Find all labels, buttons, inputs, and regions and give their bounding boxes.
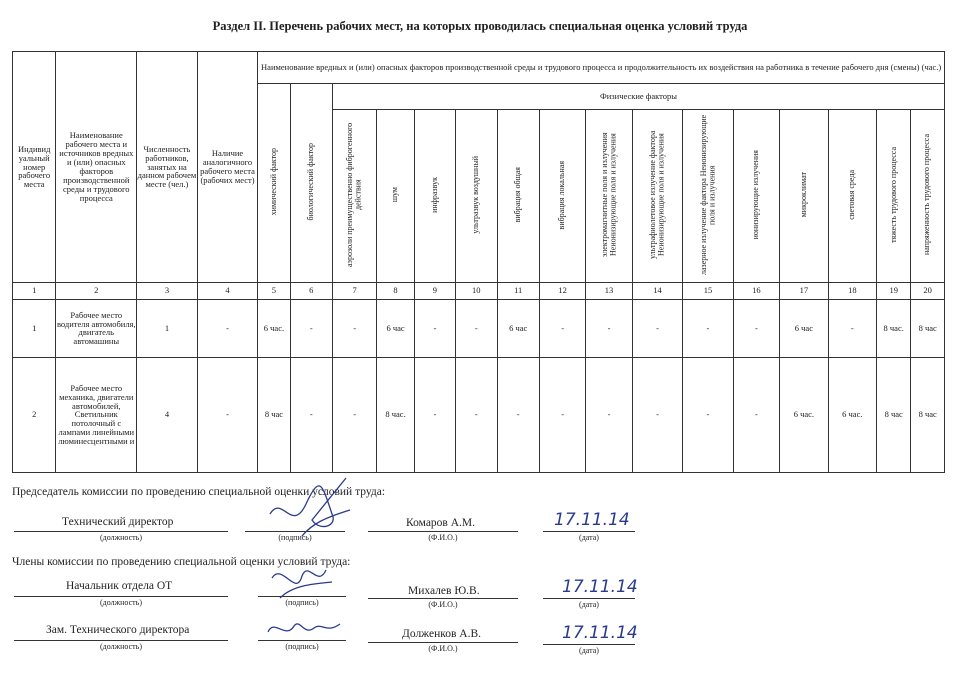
- header-analog-workplaces: Наличие аналогичного рабочего места (рабочих мест): [197, 52, 258, 283]
- cell-value: 6 час: [377, 299, 414, 357]
- cell-worker-count: 1: [137, 299, 198, 357]
- workplace-table: [12, 51, 945, 473]
- header-f10-label: ультразвук воздушный: [471, 156, 481, 234]
- member2-position: Зам. Технического директора: [46, 624, 190, 636]
- header-f7-label: аэрозоли преимущественно фиброгенного действия: [345, 122, 363, 268]
- header-f13: [586, 110, 632, 283]
- cell-analog: -: [197, 299, 258, 357]
- date-caption: (дата): [579, 533, 599, 542]
- header-f9-label: инфразвук: [429, 177, 439, 213]
- col-number: 4: [197, 282, 258, 299]
- signature-line: [245, 531, 345, 532]
- header-chemical: [258, 84, 290, 283]
- header-factors: Наименование вредных и (или) опасных факторов производственной среды и трудового процесса и продолжительность их воздействия на работника в течение рабочего дня (смены) (час.): [258, 52, 945, 84]
- cell-value: -: [414, 299, 455, 357]
- col-number: 14: [632, 282, 682, 299]
- position-line: [14, 596, 228, 597]
- position-line: [14, 640, 228, 641]
- member2-name: Долженков А.В.: [402, 628, 482, 640]
- header-f19: [877, 110, 911, 283]
- signature-1: [262, 474, 362, 544]
- header-f16-label: ионизирующие излучения: [751, 150, 761, 240]
- cell-value: -: [290, 299, 332, 357]
- member2-date: [560, 620, 638, 649]
- header-f11-label: вибрация общая: [513, 167, 522, 223]
- cell-value: 6 час.: [828, 357, 876, 472]
- date-line: [543, 644, 635, 645]
- position-line: [14, 531, 228, 532]
- cell-value: 8 час: [911, 357, 945, 472]
- header-f20-label: напряженность трудового процесса: [922, 134, 932, 256]
- signature-line: [258, 596, 346, 597]
- cell-value: 8 час: [911, 299, 945, 357]
- cell-value: -: [586, 357, 632, 472]
- header-f9: [414, 110, 455, 283]
- header-f13-label: электромагнитные поля и излучения Неионизирующие поля и излучения: [599, 132, 618, 258]
- signature-2: [262, 558, 342, 606]
- header-f8-label: шум: [390, 187, 400, 203]
- header-f19-label: тяжесть трудового процесса: [888, 147, 898, 243]
- col-number: 3: [137, 282, 198, 299]
- cell-value: -: [539, 299, 585, 357]
- cell-value: -: [456, 299, 497, 357]
- date-caption: (дата): [579, 600, 599, 609]
- cell-value: -: [632, 357, 682, 472]
- signature-3: [264, 614, 344, 644]
- col-number: 20: [911, 282, 945, 299]
- fio-caption: (Ф.И.О.): [428, 600, 458, 609]
- col-number: 19: [877, 282, 911, 299]
- cell-value: 6 час.: [258, 299, 290, 357]
- signature-caption: (подпись): [285, 598, 319, 607]
- signature-caption: (подпись): [285, 642, 319, 651]
- member1-position: Начальник отдела ОТ: [66, 580, 173, 592]
- column-number-row: [13, 282, 945, 299]
- header-workplace-name: Наименование рабочего места и источников вредных и (или) опасных факторов производственной среды и трудового процесса: [56, 52, 137, 283]
- chair-heading: Председатель комиссии по проведению специальной оценки условий труда:: [12, 486, 386, 498]
- cell-analog: -: [197, 357, 258, 472]
- cell-number: 1: [13, 299, 56, 357]
- cell-value: -: [497, 357, 539, 472]
- header-chemical-label: химический фактор: [268, 148, 278, 216]
- col-number: 1: [13, 282, 56, 299]
- cell-value: -: [683, 357, 733, 472]
- cell-value: -: [290, 357, 332, 472]
- chair-name: Комаров А.М.: [406, 517, 476, 529]
- table-row: [13, 357, 945, 472]
- chair-date: [552, 507, 630, 536]
- cell-value: -: [733, 357, 779, 472]
- svg-text:17.11.14: 17.11.14: [554, 510, 630, 530]
- header-f14-label: ультрафиолетовое излучение фактора Неионизирующие поля и излучения: [648, 130, 666, 260]
- fio-line: [368, 642, 518, 643]
- header-worker-count: Численность работников, занятых на данном рабочем месте (чел.): [137, 52, 198, 283]
- cell-value: -: [733, 299, 779, 357]
- header-f11: [497, 110, 539, 283]
- signature-caption: (подпись): [278, 533, 312, 542]
- col-number: 15: [683, 282, 733, 299]
- header-f18: [828, 110, 876, 283]
- header-f15-label: лазерное излучение фактора Неионизирующие поля и излучения: [698, 114, 716, 276]
- header-f17: [780, 110, 828, 283]
- position-caption: (должность): [100, 598, 142, 607]
- header-f15: [683, 110, 733, 283]
- position-caption: (должность): [100, 533, 142, 542]
- fio-caption: (Ф.И.О.): [428, 644, 458, 653]
- member1-date: [560, 574, 638, 603]
- cell-value: 8 час: [877, 357, 911, 472]
- cell-workplace-name: Рабочее место механика, двигатели автомобилей, Светильник потолочный с лампами линейными люминесцентными и: [56, 357, 137, 472]
- cell-value: -: [539, 357, 585, 472]
- cell-value: -: [456, 357, 497, 472]
- col-number: 2: [56, 282, 137, 299]
- cell-workplace-name: Рабочее место водителя автомобиля, двигатель автомашины: [56, 299, 137, 357]
- members-heading: Члены комиссии по проведению специальной оценки условий труда:: [12, 556, 351, 568]
- table-row: [13, 299, 945, 357]
- fio-line: [368, 598, 518, 599]
- header-f7: [332, 110, 376, 283]
- date-caption: (дата): [579, 646, 599, 655]
- header-physical: Физические факторы: [332, 84, 944, 110]
- col-number: 18: [828, 282, 876, 299]
- cell-value: -: [332, 299, 376, 357]
- col-number: 10: [456, 282, 497, 299]
- cell-value: 6 час.: [780, 357, 828, 472]
- col-number: 5: [258, 282, 290, 299]
- header-f10: [456, 110, 497, 283]
- cell-worker-count: 4: [137, 357, 198, 472]
- date-line: [543, 531, 635, 532]
- cell-value: -: [632, 299, 682, 357]
- header-f14: [632, 110, 682, 283]
- col-number: 7: [332, 282, 376, 299]
- svg-text:17.11.14: 17.11.14: [562, 623, 638, 643]
- handwritten-date-2: [560, 574, 638, 598]
- chair-position: Технический директор: [62, 516, 174, 528]
- col-number: 17: [780, 282, 828, 299]
- header-f12: [539, 110, 585, 283]
- header-f20: [911, 110, 945, 283]
- header-f17-label: микроклимат: [798, 172, 808, 218]
- cell-value: -: [828, 299, 876, 357]
- svg-text:17.11.14: 17.11.14: [562, 577, 638, 597]
- cell-value: 6 час: [780, 299, 828, 357]
- col-number: 6: [290, 282, 332, 299]
- position-caption: (должность): [100, 642, 142, 651]
- col-number: 8: [377, 282, 414, 299]
- cell-value: 8 час: [258, 357, 290, 472]
- col-number: 12: [539, 282, 585, 299]
- member1-name: Михалев Ю.В.: [408, 585, 480, 597]
- col-number: 13: [586, 282, 632, 299]
- signature-line: [258, 640, 346, 641]
- cell-value: 8 час.: [377, 357, 414, 472]
- handwritten-date-3: [560, 620, 638, 644]
- cell-value: -: [586, 299, 632, 357]
- cell-value: -: [332, 357, 376, 472]
- cell-value: 6 час: [497, 299, 539, 357]
- cell-value: -: [683, 299, 733, 357]
- fio-line: [368, 531, 518, 532]
- date-line: [543, 598, 635, 599]
- header-f12-label: вибрация локальная: [557, 160, 567, 230]
- fio-caption: (Ф.И.О.): [428, 533, 458, 542]
- header-f16: [733, 110, 779, 283]
- header-biological-label: биологический фактор: [306, 143, 316, 221]
- col-number: 16: [733, 282, 779, 299]
- cell-value: 8 час.: [877, 299, 911, 357]
- section-title: Раздел II. Перечень рабочих мест, на которых проводилась специальная оценка условий труда: [212, 19, 748, 33]
- cell-value: -: [414, 357, 455, 472]
- header-f8: [377, 110, 414, 283]
- handwritten-date-1: [552, 507, 630, 531]
- cell-number: 2: [13, 357, 56, 472]
- header-f18-label: световая среда: [847, 170, 857, 220]
- col-number: 11: [497, 282, 539, 299]
- header-biological: [290, 84, 332, 283]
- header-workplace-number: Индивид уальный номер рабочего места: [13, 52, 56, 283]
- col-number: 9: [414, 282, 455, 299]
